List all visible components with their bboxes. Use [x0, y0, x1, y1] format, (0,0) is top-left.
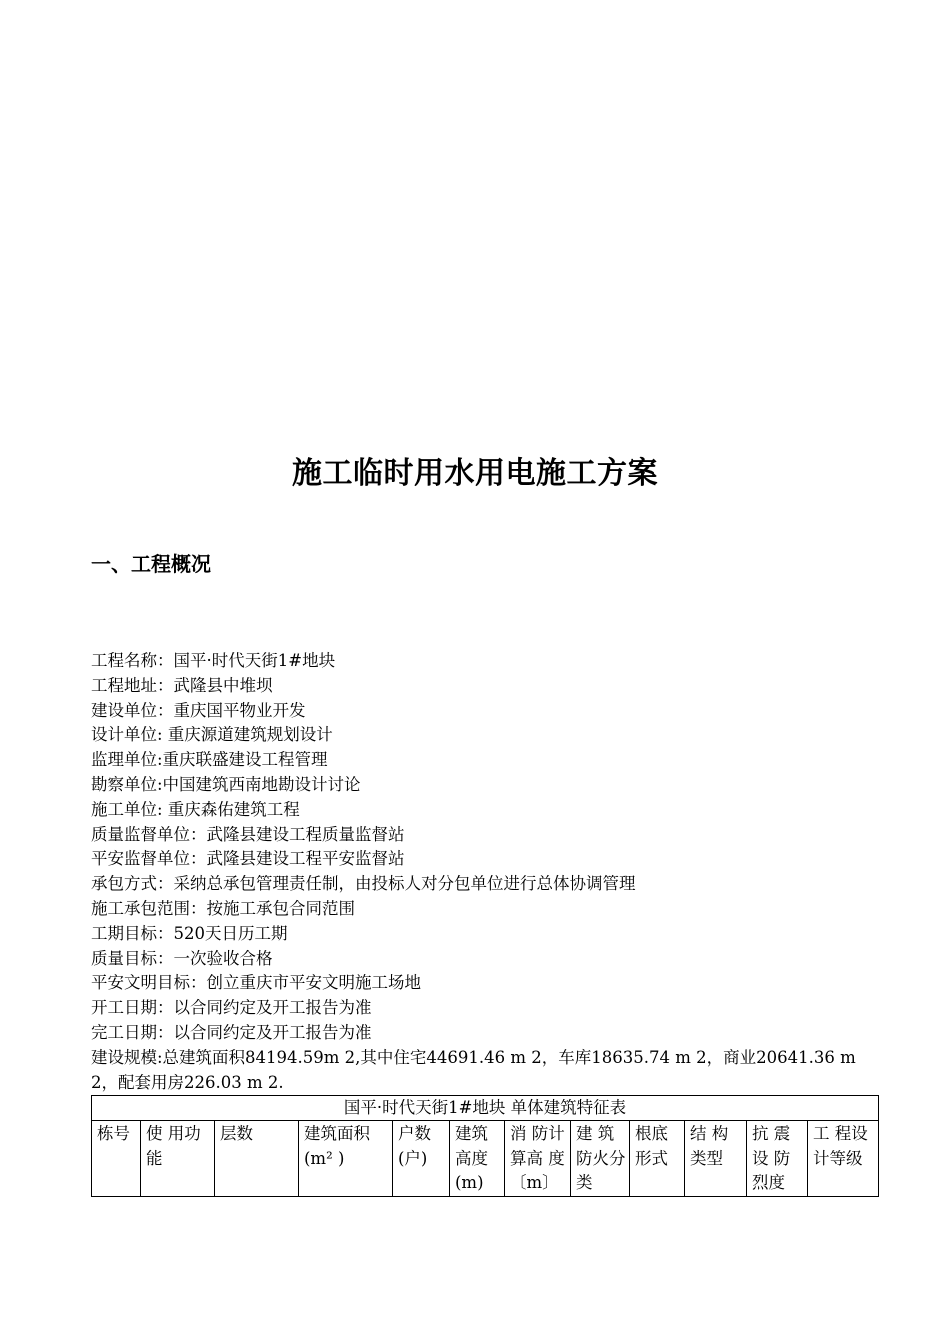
info-line: 工程地址：武隆县中堆坝: [91, 675, 273, 695]
table-header-row: [92, 1121, 879, 1197]
info-line: 工期目标：520天日历工期: [91, 923, 288, 943]
header-floors: 层数: [215, 1121, 299, 1197]
info-line: 开工日期：以合同约定及开工报告为准: [91, 998, 372, 1018]
header-building-no: 栋号: [92, 1121, 141, 1197]
document-title: 施工临时用水用电施工方案: [292, 456, 658, 491]
section-heading-project-overview: 一、工程概况: [91, 552, 211, 576]
building-feature-table: [91, 1095, 879, 1197]
info-line: 勘察单位:中国建筑西南地勘设计讨论: [91, 774, 361, 794]
header-structure: 结 构类型: [685, 1121, 747, 1197]
info-line: 建设单位：重庆国平物业开发: [91, 700, 306, 720]
header-households: 户数(户): [393, 1121, 450, 1197]
header-seismic: 抗 震设 防烈度: [747, 1121, 808, 1197]
table-caption: 国平·时代天街1#地块 单体建筑特征表: [92, 1096, 879, 1121]
project-info-block: [91, 649, 881, 1095]
info-line: 平安文明目标：创立重庆市平安文明施工场地: [91, 973, 421, 993]
info-line: 质量监督单位：武隆县建设工程质量监督站: [91, 824, 405, 844]
info-line: 质量目标：一次验收合格: [91, 948, 273, 968]
header-building-height: 建筑高度(m): [450, 1121, 505, 1197]
info-line: 施工承包范围：按施工承包合同范围: [91, 898, 355, 918]
header-floor-area: 建筑面积(m² ): [299, 1121, 393, 1197]
info-line: 监理单位:重庆联盛建设工程管理: [91, 750, 328, 770]
info-line: 承包方式：采纳总承包管理责任制，由投标人对分包单位进行总体协调管理: [91, 874, 636, 894]
info-line: 完工日期：以合同约定及开工报告为准: [91, 1022, 372, 1042]
info-line: 平安监督单位：武隆县建设工程平安监督站: [91, 849, 405, 869]
header-fire-class: 建 筑防火分类: [571, 1121, 630, 1197]
header-design-grade: 工 程设 计等级: [808, 1121, 879, 1197]
info-line: 工程名称：国平·时代天街1#地块: [91, 651, 336, 670]
info-line: 设计单位: 重庆源道建筑规划设计: [91, 725, 333, 745]
construction-scale-text: 建设规模:总建筑面积84194.59m 2,其中住宅44691.46 m 2，车库18635.74 m 2，商业20641.36 m 2，配套用房226.03 m 2.: [91, 1047, 856, 1092]
header-foundation: 根底形式: [630, 1121, 685, 1197]
header-fire-height: 消 防计 算高 度〔m〕: [505, 1121, 571, 1197]
header-function: 使 用功能: [141, 1121, 215, 1197]
info-line: 施工单位: 重庆森佑建筑工程: [91, 799, 300, 819]
